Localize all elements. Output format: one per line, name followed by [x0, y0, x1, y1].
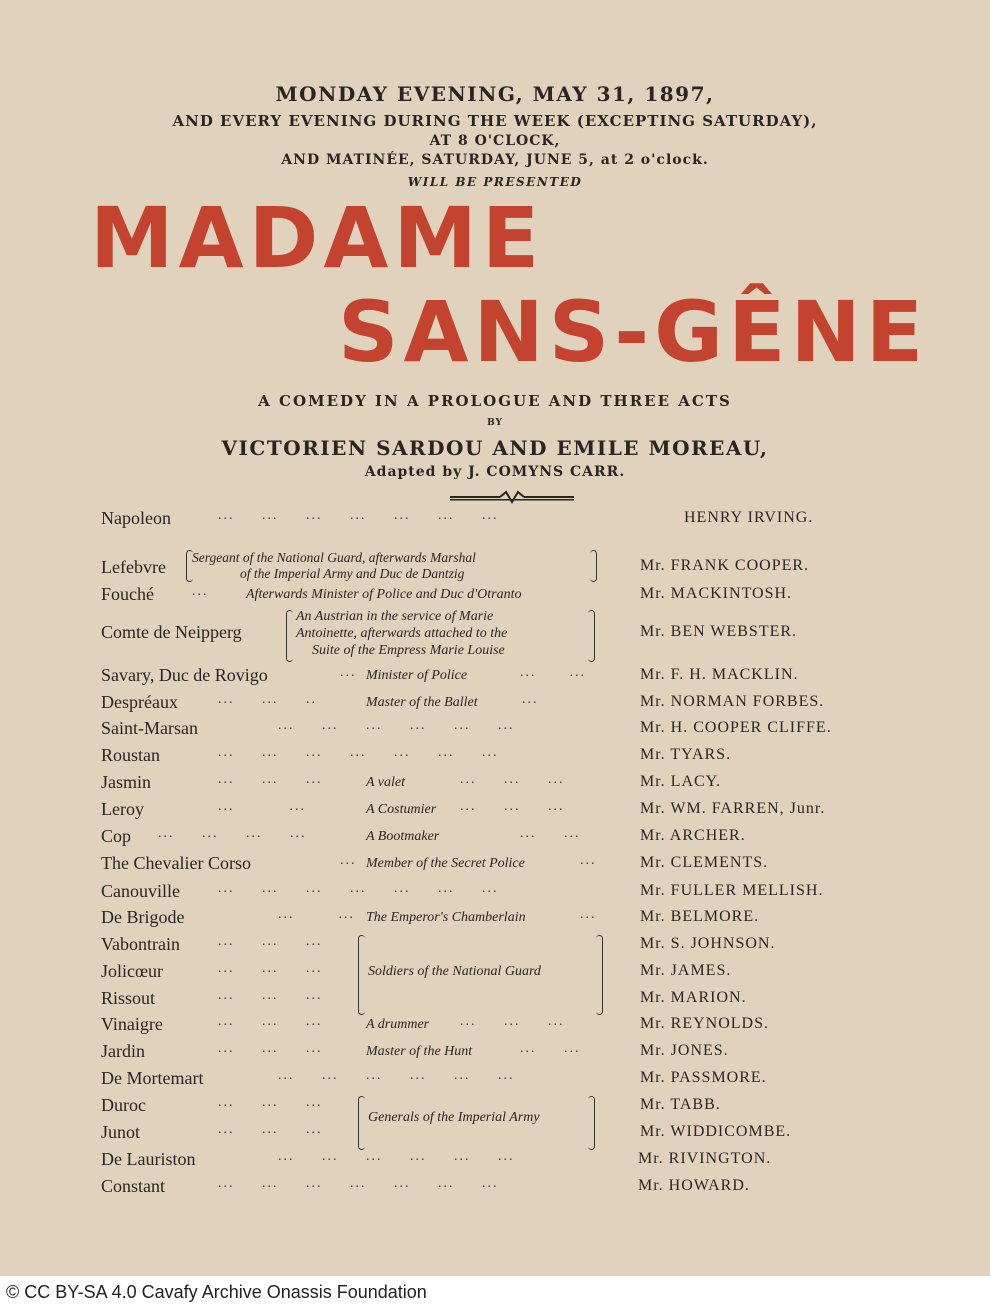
cast-row [0, 665, 990, 691]
character-description: A Costumier [366, 802, 437, 817]
leader-dots: ... ... [520, 826, 581, 841]
cast-row [0, 745, 990, 771]
actor-name: Mr. H. COOPER CLIFFE. [640, 719, 832, 736]
leader-dots: ... ... ... ... ... ... ... [218, 1176, 499, 1191]
leader-dots: ... [340, 853, 357, 868]
brace-right [588, 1096, 595, 1150]
character-name: Jasmin [101, 772, 152, 792]
actor-name: Mr. MACKINTOSH. [640, 585, 793, 602]
leader-dots: ... ... [520, 1041, 581, 1056]
character-name: De Brigode [101, 907, 185, 927]
character-description: Generals of the Imperial Army [368, 1110, 540, 1125]
actor-name: Mr. BEN WEBSTER. [640, 623, 798, 640]
leader-dots: ... ... ... [218, 1041, 323, 1056]
character-description: Afterwards Minister of Police and Duc d'Otranto [246, 587, 522, 602]
cast-row [0, 584, 990, 610]
leader-dots: ... [580, 907, 597, 922]
character-name: Cop [101, 826, 132, 846]
character-name: Despréaux [101, 692, 178, 712]
cast-row [0, 692, 990, 718]
leader-dots: ... [580, 853, 597, 868]
character-name: Comte de Neipperg [101, 622, 242, 642]
character-description-2: Antoinette, afterwards attached to the [296, 626, 508, 641]
actor-name: Mr. CLEMENTS. [640, 854, 769, 871]
character-name: De Lauriston [101, 1149, 196, 1169]
leader-dots: ... ... ... [218, 988, 323, 1003]
leader-dots: ... ... ... ... [158, 826, 307, 841]
actor-name: Mr. HOWARD. [638, 1177, 750, 1194]
character-name: The Chevalier Corso [101, 853, 251, 873]
character-name: Vinaigre [101, 1014, 163, 1034]
genre-line: A COMEDY IN A PROLOGUE AND THREE ACTS [258, 392, 732, 410]
actor-name: Mr. MARION. [640, 989, 747, 1006]
character-description: A valet [366, 775, 406, 790]
leader-dots: ... ... ... ... ... ... ... [218, 881, 499, 896]
cast-row [0, 550, 990, 586]
character-name: Fouché [101, 584, 154, 604]
leader-dots: ... ... ... [460, 772, 565, 787]
actor-name: Mr. TYARS. [640, 746, 732, 763]
leader-dots: ... [522, 692, 539, 707]
actor-name: Mr. RIVINGTON. [638, 1150, 772, 1167]
character-name: Junot [101, 1122, 141, 1142]
character-description: Master of the Hunt [366, 1044, 473, 1059]
character-name: Vabontrain [101, 934, 180, 954]
actor-name: HENRY IRVING. [684, 509, 814, 526]
leader-dots: ... ... ... ... ... ... [278, 1068, 515, 1083]
character-description: Master of the Ballet [366, 695, 478, 710]
actor-name: Mr. JAMES. [640, 962, 732, 979]
leader-dots: ... [192, 584, 209, 599]
actor-name: Mr. S. JOHNSON. [640, 935, 776, 952]
cast-row [0, 907, 990, 933]
character-name: Jolicœur [101, 961, 163, 981]
leader-dots: ... ... ... [218, 1095, 323, 1110]
character-description-3: Suite of the Empress Marie Louise [312, 643, 505, 658]
character-description-2: of the Imperial Army and Duc de Dantzig [240, 566, 465, 581]
actor-name: Mr. BELMORE. [640, 908, 760, 925]
performance-date: MONDAY EVENING, MAY 31, 1897, [275, 82, 715, 106]
leader-dots: ... ... [520, 665, 586, 680]
character-description: Minister of Police [366, 668, 468, 683]
cast-row [0, 961, 990, 987]
cast-row [0, 881, 990, 907]
brace-right [588, 610, 595, 662]
character-name: Lefebvre [101, 557, 166, 577]
cast-row [0, 609, 990, 662]
leader-dots: ... ... ... [218, 772, 323, 787]
character-description: Sergeant of the National Guard, afterwards Marshal [192, 550, 476, 565]
cast-row [0, 772, 990, 798]
character-name: Napoleon [101, 508, 171, 528]
leader-dots: ... ... ... [460, 799, 565, 814]
leader-dots: ... ... ... ... ... ... [278, 718, 515, 733]
cast-row [0, 988, 990, 1014]
copyright-credit: © CC BY-SA 4.0 Cavafy Archive Onassis Foundation [6, 1282, 427, 1302]
actor-name: Mr. REYNOLDS. [640, 1015, 770, 1032]
character-name: Canouville [101, 881, 180, 901]
character-description: The Emperor's Chamberlain [366, 910, 526, 925]
character-description: Soldiers of the National Guard [368, 964, 541, 979]
actor-name: Mr. F. H. MACKLIN. [640, 666, 799, 683]
adapted-by-line: Adapted by J. COMYNS CARR. [364, 464, 626, 480]
character-name: Constant [101, 1176, 166, 1196]
leader-dots: ... ... [278, 907, 355, 922]
by-line: BY [487, 418, 503, 428]
cast-row [0, 508, 990, 534]
character-name: De Mortemart [101, 1068, 204, 1088]
actor-name: Mr. WIDDICOMBE. [640, 1123, 792, 1140]
actor-name: Mr. FRANK COOPER. [640, 557, 810, 574]
leader-dots: ... ... ... [218, 1014, 323, 1029]
leader-dots: ... ... ... [218, 1122, 323, 1137]
cast-row [0, 1110, 990, 1148]
character-name: Saint-Marsan [101, 718, 198, 738]
actor-name: Mr. PASSMORE. [640, 1069, 767, 1086]
title-line-1: MADAME [90, 189, 545, 287]
leader-dots: ... ... ... [218, 934, 323, 949]
actor-name: Mr. FULLER MELLISH. [640, 882, 824, 899]
brace-left [358, 1096, 365, 1150]
character-description: Member of the Secret Police [366, 856, 525, 871]
character-description: A Bootmaker [366, 829, 440, 844]
character-name: Leroy [101, 799, 144, 819]
leader-dots: ... ... ... ... ... ... ... [218, 508, 499, 523]
character-name: Savary, Duc de Rovigo [101, 665, 268, 685]
brace-left [286, 610, 293, 662]
cast-row [0, 799, 990, 825]
cast-row [0, 934, 990, 960]
title-line-2: SANS-GÊNE [338, 283, 929, 381]
actor-name: Mr. TABB. [640, 1096, 721, 1113]
character-name: Duroc [101, 1095, 146, 1115]
matinee-info: AND MATINÉE, SATURDAY, JUNE 5, at 2 o'clock. [281, 152, 709, 168]
cast-row [0, 1176, 990, 1202]
actor-name: Mr. NORMAN FORBES. [640, 693, 825, 710]
leader-dots: ... ... .. [218, 692, 317, 707]
cast-row [0, 1149, 990, 1175]
cast-row [0, 1041, 990, 1067]
leader-dots: ... ... [218, 799, 306, 814]
actor-name: Mr. LACY. [640, 773, 722, 790]
actor-name: Mr. WM. FARREN, Junr. [640, 800, 826, 817]
will-be-presented: WILL BE PRESENTED [407, 175, 583, 189]
ornament-divider-icon [448, 490, 576, 504]
brace-right [590, 550, 597, 582]
actor-name: Mr. ARCHER. [640, 827, 746, 844]
leader-dots: ... ... ... [460, 1014, 565, 1029]
character-description: An Austrian in the service of Marie [296, 609, 494, 624]
leader-dots: ... ... ... ... ... ... [278, 1149, 515, 1164]
cast-row [0, 853, 990, 879]
leader-dots: ... ... ... [218, 961, 323, 976]
character-name: Rissout [101, 988, 156, 1008]
actor-name: Mr. JONES. [640, 1042, 729, 1059]
cast-row [0, 718, 990, 744]
credit-bar [0, 1276, 990, 1312]
cast-row [0, 1014, 990, 1040]
character-description: A drummer [366, 1017, 430, 1032]
authors-line: VICTORIEN SARDOU AND EMILE MOREAU, [221, 436, 769, 460]
leader-dots: ... ... ... ... ... ... ... [218, 745, 499, 760]
character-name: Roustan [101, 745, 161, 765]
character-name: Jardin [101, 1041, 145, 1061]
performance-schedule: AND EVERY EVENING DURING THE WEEK (EXCEPTING SATURDAY), [172, 112, 818, 130]
cast-row [0, 1068, 990, 1094]
leader-dots: ... [340, 665, 357, 680]
cast-row [0, 826, 990, 852]
performance-time: AT 8 O'CLOCK, [429, 133, 561, 149]
